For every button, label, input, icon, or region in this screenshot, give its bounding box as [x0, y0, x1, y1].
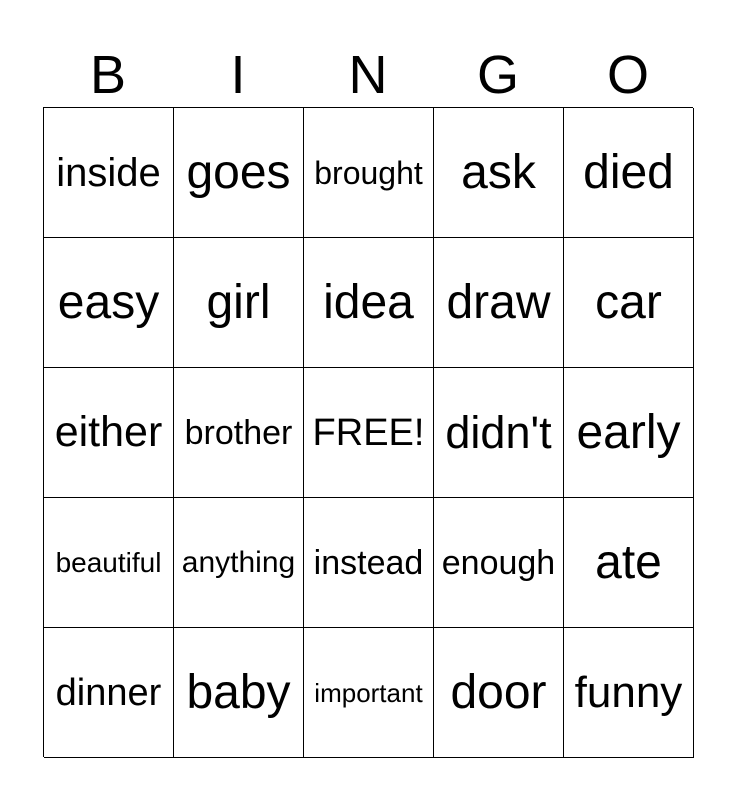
- bingo-cell[interactable]: draw: [434, 238, 564, 368]
- bingo-header: [43, 44, 693, 106]
- bingo-cell[interactable]: baby: [174, 628, 304, 758]
- bingo-cell[interactable]: ate: [564, 498, 694, 628]
- header-letter-i: I: [230, 45, 246, 105]
- bingo-cell[interactable]: brought: [304, 108, 434, 238]
- bingo-cell[interactable]: early: [564, 368, 694, 498]
- bingo-cell[interactable]: idea: [304, 238, 434, 368]
- bingo-cell[interactable]: easy: [44, 238, 174, 368]
- bingo-cell[interactable]: girl: [174, 238, 304, 368]
- bingo-cell[interactable]: either: [44, 368, 174, 498]
- header-letter-b: B: [89, 45, 127, 105]
- bingo-cell[interactable]: beautiful: [44, 498, 174, 628]
- bingo-cell[interactable]: anything: [174, 498, 304, 628]
- bingo-cell[interactable]: important: [304, 628, 434, 758]
- bingo-cell[interactable]: instead: [304, 498, 434, 628]
- bingo-cell[interactable]: enough: [434, 498, 564, 628]
- bingo-board: [43, 107, 693, 757]
- header-letter-o: O: [606, 45, 649, 105]
- bingo-cell[interactable]: ask: [434, 108, 564, 238]
- bingo-cell[interactable]: died: [564, 108, 694, 238]
- free-space-cell[interactable]: FREE!: [304, 368, 434, 498]
- header-letter-n: N: [348, 45, 388, 105]
- bingo-cell[interactable]: brother: [174, 368, 304, 498]
- bingo-cell[interactable]: inside: [44, 108, 174, 238]
- header-letter-g: G: [476, 45, 519, 105]
- bingo-cell[interactable]: didn't: [434, 368, 564, 498]
- bingo-cell[interactable]: funny: [564, 628, 694, 758]
- bingo-cell[interactable]: door: [434, 628, 564, 758]
- bingo-cell[interactable]: car: [564, 238, 694, 368]
- bingo-cell[interactable]: dinner: [44, 628, 174, 758]
- bingo-cell[interactable]: goes: [174, 108, 304, 238]
